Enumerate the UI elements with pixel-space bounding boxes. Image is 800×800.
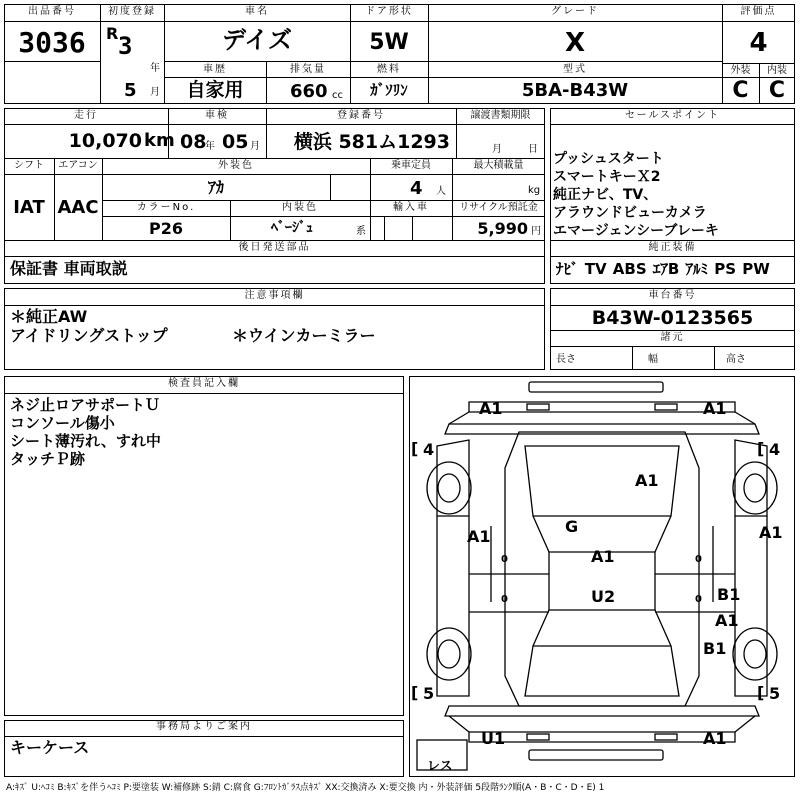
later-parts: 保証書 車両取説 [10, 259, 128, 278]
color-no: P26 [149, 219, 183, 238]
inspector-notes: ネジ止ロアサポートＵ コンソール傷小 シート薄汚れ、すれ中 タッチＰ跡 [10, 396, 161, 468]
plate-number: 横浜 581ム1293 [293, 131, 450, 153]
lot-number: 3036 [18, 26, 86, 59]
tire-tread-rear-right: 5 [769, 684, 781, 703]
displacement-label: 排気量 [290, 64, 326, 75]
length-label: 長さ [556, 354, 576, 365]
door-label: ドア形状 [365, 6, 413, 17]
notes-line2a: アイドリングストップ [10, 326, 168, 345]
inspection-label: 車検 [205, 110, 229, 121]
history-label: 車歴 [203, 64, 227, 75]
inspection-year: 08 [180, 131, 207, 153]
displacement-unit: cc [332, 90, 343, 101]
shift: IAT [13, 197, 45, 218]
reg-month: 5 [124, 80, 137, 101]
year-unit: 年 [150, 63, 160, 74]
fuel-label: 燃料 [377, 64, 401, 75]
office-text: キーケース [10, 738, 90, 757]
int-color: ﾍﾞｰｼﾞｭ [271, 220, 313, 236]
tire-tread-rear-left: 5 [423, 684, 435, 703]
era: R [106, 24, 119, 43]
damage-mark-rear-right: A1 [703, 729, 727, 748]
ac: AAC [57, 197, 99, 218]
damage-mark-rear-roof: U2 [591, 587, 616, 606]
damage-mark-front-right: A1 [703, 399, 727, 418]
transfer-day: 日 [528, 144, 538, 155]
import-label: 輸入車 [393, 202, 429, 213]
grade-label: グレード [551, 6, 599, 17]
notes-line2b: ＊ウインカーミラー [232, 326, 376, 345]
small-zero-right: 0 [695, 554, 702, 565]
score-label: 評価点 [740, 6, 777, 17]
tire-tread-front-left: 4 [423, 440, 435, 459]
inspection-month-unit: 月 [250, 141, 260, 152]
door-type: 5W [369, 30, 409, 55]
small-zero-left-2: 0 [501, 594, 508, 605]
load-label: 最大積載量 [473, 160, 524, 171]
grade: X [564, 28, 586, 58]
damage-mark-right-quarter: B1 [703, 639, 727, 658]
score: 4 [749, 28, 768, 58]
car-name: デイズ [221, 26, 293, 54]
recycle-fee: 5,990 [477, 219, 528, 238]
tire-bracket-rr: [ [757, 683, 765, 702]
small-zero-left: 0 [501, 554, 508, 565]
equipment: ﾅﾋﾞ TV ABS ｴｱB ｱﾙﾐ PS PW [556, 260, 770, 278]
inspector-label: 検査員記入欄 [168, 378, 240, 389]
shift-label: シフト [14, 160, 44, 171]
damage-mark-hood: A1 [635, 471, 659, 490]
mileage: 10,070 [68, 130, 142, 152]
inspection-year-unit: 年 [205, 141, 215, 152]
inspection-month: 05 [222, 131, 249, 153]
mileage-label: 走行 [74, 110, 98, 121]
ac-label: エアコン [58, 160, 98, 171]
sales-points: プッシュスタート スマートキーＸ2 純正ナビ、TV、 アラウンドビューカメラ エマージェンシーブレーキ [553, 151, 719, 239]
reg-year: 3 [118, 32, 133, 60]
color-no-label: カラーNo. [136, 202, 196, 213]
later-parts-label: 後日発送部品 [238, 242, 311, 253]
plate-label: 登録番号 [337, 110, 385, 121]
lot-label: 出品番号 [28, 6, 76, 17]
notes-label: 注意事項欄 [244, 290, 305, 301]
model: 5BA-B43W [521, 80, 629, 101]
width-label: 幅 [648, 354, 658, 365]
int-color-unit: 系 [356, 226, 366, 237]
displacement: 660 [290, 81, 328, 102]
car-name-label: 車名 [245, 6, 269, 17]
int-color-label: 内装色 [282, 202, 318, 213]
rez-label: レス [427, 759, 453, 774]
interior-grade: C [768, 78, 786, 103]
mileage-unit: km [144, 130, 175, 151]
exterior-label: 外装 [730, 65, 751, 76]
recycle-unit: 円 [531, 226, 541, 237]
office-label: 事務局よりご案内 [156, 721, 252, 732]
model-label: 型式 [563, 64, 587, 75]
history: 自家用 [186, 79, 244, 101]
damage-mark-roof: A1 [591, 547, 615, 566]
tire-tread-front-right: 4 [769, 440, 781, 459]
small-zero-right-2: 0 [695, 594, 702, 605]
legend: A:ｷｽﾞ U:ﾍｺﾐ B:ｷｽﾞを伴うﾍｺﾐ P:要塗装 W:補修跡 S:錆 C:腐食 G:ﾌﾛﾝﾄｶﾞﾗｽ点ｷｽﾞ XX:交換済み X:要交換 内・外装評価 5段階ﾗﾝｸ順(A・B・C・D・E) 1 [6, 783, 605, 793]
transfer-label: 譲渡書類期限 [470, 110, 531, 121]
car-diagram [409, 376, 795, 777]
damage-mark-windshield: G [565, 517, 579, 536]
damage-mark-front-left: A1 [479, 399, 503, 418]
damage-mark-rear-left: U1 [481, 729, 506, 748]
load-unit: kg [528, 185, 541, 196]
month-unit: 月 [150, 87, 160, 98]
notes-line1: ＊純正AW [10, 307, 88, 326]
equipment-label: 純正装備 [648, 242, 697, 253]
tire-bracket-fr: [ [757, 439, 765, 458]
dims-label: 諸元 [660, 332, 685, 343]
tire-bracket-rl: [ [411, 683, 419, 702]
damage-mark-left-front-door: A1 [467, 527, 491, 546]
exterior-grade: C [732, 78, 749, 103]
recycle-label: リサイクル預託金 [459, 202, 538, 213]
height-label: 高さ [726, 354, 746, 365]
interior-label: 内装 [767, 65, 787, 76]
capacity: 4 [410, 178, 423, 199]
fuel: ｶﾞｿﾘﾝ [370, 81, 408, 99]
damage-mark-right-rear-door: B1 [717, 585, 741, 604]
tire-bracket-fl: [ [411, 439, 419, 458]
first-reg-label: 初度登録 [108, 6, 156, 17]
ext-color-label: 外装色 [218, 160, 254, 171]
capacity-unit: 人 [436, 186, 446, 197]
damage-mark-right-fender: A1 [759, 523, 783, 542]
ext-color: ｱｶ [207, 178, 224, 197]
chassis-label: 車台番号 [648, 290, 697, 301]
capacity-label: 乗車定員 [391, 160, 431, 171]
sales-label: セールスポイント [624, 110, 721, 121]
transfer-month: 月 [492, 144, 502, 155]
damage-mark-right-rear-door-2: A1 [715, 611, 739, 630]
chassis-number: B43W-0123565 [591, 307, 754, 329]
